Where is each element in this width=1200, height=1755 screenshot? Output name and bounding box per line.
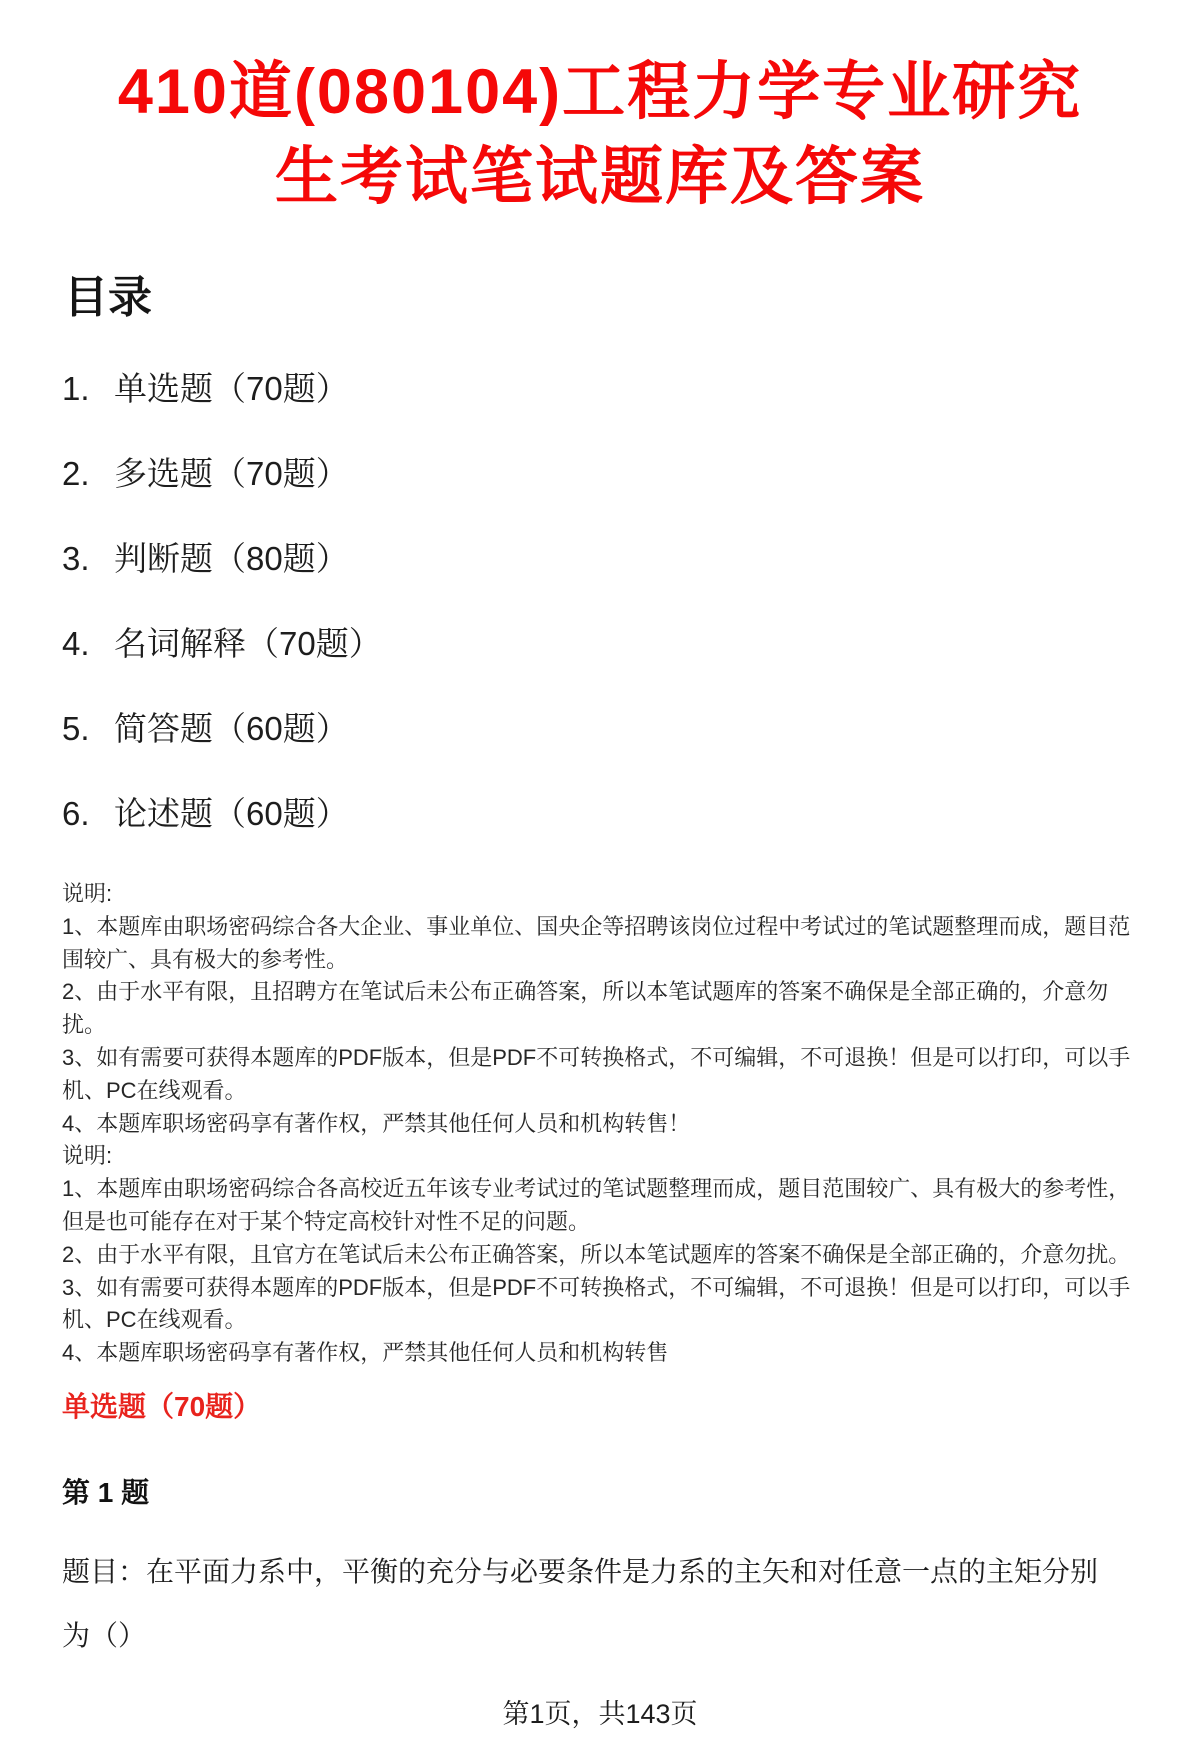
toc-item-label: 名词解释（70题） [114, 625, 382, 662]
toc-item-number: 3. [62, 540, 90, 577]
toc-item-label: 简答题（60题） [114, 710, 349, 747]
toc-item-number: 5. [62, 710, 90, 747]
notes-2-paragraph-3: 3、如有需要可获得本题库的PDF版本，但是PDF不可转换格式，不可编辑，不可退换！但是可以打印，可以手机、PC在线观看。 [62, 1274, 1131, 1333]
toc-item-short-answer [62, 708, 1138, 750]
notes-2-paragraph-2: 2、由于水平有限，且官方在笔试后未公布正确答案，所以本笔试题库的答案不确保是全部正确的，介意勿扰。 [62, 1241, 1131, 1267]
toc-item-essay [62, 793, 1138, 835]
document-title-line2: 生考试笔试题库及答案 [275, 142, 925, 212]
toc-item-label: 判断题（80题） [114, 540, 349, 577]
toc-item-number: 4. [62, 625, 90, 662]
page-footer: 第1页，共143页 [502, 1699, 698, 1729]
notes-1-paragraph-3: 3、如有需要可获得本题库的PDF版本，但是PDF不可转换格式，不可编辑，不可退换！但是可以打印，可以手机、PC在线观看。 [62, 1044, 1131, 1103]
toc-heading: 目录 [64, 273, 152, 322]
notes-2-paragraph-1: 1、本题库由职场密码综合各高校近五年该专业考试过的笔试题整理而成，题目范围较广、具有极大的参考性，但是也可能存在对于某个特定高校针对性不足的问题。 [62, 1176, 1131, 1234]
notes-2-paragraph-4: 4、本题库职场密码享有著作权，严禁其他任何人员和机构转售 [62, 1340, 669, 1366]
notes-1-paragraph-1: 1、本题库由职场密码综合各大企业、事业单位、国央企等招聘该岗位过程中考试过的笔试题整理而成，题目范围较广、具有极大的参考性。 [62, 913, 1131, 972]
toc-item-number: 2. [62, 455, 90, 492]
notes-section-2 [62, 1140, 1138, 1370]
question-number: 第 1 题 [62, 1476, 150, 1508]
section-header-single-choice: 单选题（70题） [62, 1390, 262, 1422]
document-title-line1: 410道(080104)工程力学专业研究 [117, 57, 1083, 127]
toc-item-label: 单选题（70题） [114, 370, 349, 407]
notes-section-1 [62, 878, 1138, 1140]
toc-item-single-choice [62, 368, 1138, 410]
document-title [62, 50, 1138, 220]
question-text: 题目：在平面力系中，平衡的充分与必要条件是力系的主矢和对任意一点的主矩分别为（） [62, 1555, 1099, 1651]
toc-item-term-explain [62, 623, 1138, 665]
toc-item-multi-choice [62, 453, 1138, 495]
toc-item-true-false [62, 538, 1138, 580]
notes-2-heading: 说明: [62, 1143, 113, 1169]
toc-item-label: 多选题（70题） [114, 455, 349, 492]
toc-item-number: 1. [62, 370, 90, 407]
toc-item-number: 6. [62, 795, 90, 832]
notes-1-paragraph-4: 4、本题库职场密码享有著作权，严禁其他任何人员和机构转售！ [62, 1110, 691, 1136]
notes-1-heading: 说明: [62, 881, 113, 906]
toc-item-label: 论述题（60题） [114, 795, 349, 832]
toc-list [62, 368, 1138, 835]
notes-1-paragraph-2: 2、由于水平有限，且招聘方在笔试后未公布正确答案，所以本笔试题库的答案不确保是全部正确的，介意勿扰。 [62, 979, 1109, 1038]
